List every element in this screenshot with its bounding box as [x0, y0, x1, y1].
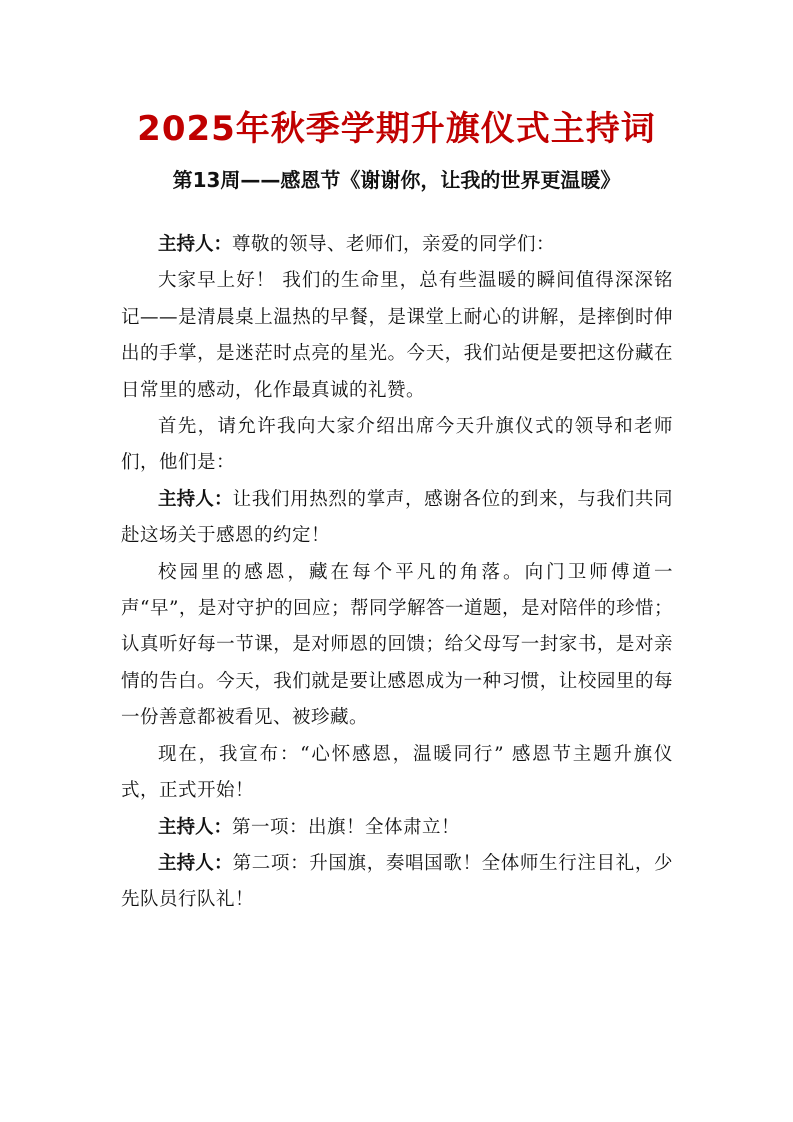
- paragraph: [121, 555, 673, 737]
- paragraph: [121, 810, 673, 846]
- paragraph: [121, 409, 673, 482]
- document-subtitle: 第13周——感恩节《谢谢你，让我的世界更温暖》: [172, 168, 621, 192]
- speaker-label: 主持人：: [158, 234, 233, 255]
- paragraph-text: 现在，我宣布：“心怀感恩，温暖同行” 感恩节主题升旗仪式，正式开始！: [121, 743, 673, 802]
- paragraph-text: 第一项：出旗！全体肃立！: [232, 816, 461, 838]
- paragraph-text: 让我们用热烈的掌声，感谢各位的到来，与我们共同赴这场关于感恩的约定！: [121, 488, 673, 547]
- paragraph: [121, 263, 673, 409]
- paragraph-text: 第二项：升国旗，奏唱国歌！全体师生行注目礼，少先队员行队礼！: [121, 852, 673, 911]
- document-title: 2025年秋季学期升旗仪式主持词: [137, 109, 656, 149]
- paragraph: [121, 737, 673, 810]
- paragraph: [121, 482, 673, 555]
- paragraph-text: 大家早上好！ 我们的生命里，总有些温暖的瞬间值得深深铭记——是清晨桌上温热的早餐，是课堂上耐心的讲解，是摔倒时伸出的手掌，是迷茫时点亮的星光。今天，我们站便是要把这份藏在日常里的感动，化作最真诚的礼赞。: [121, 270, 673, 401]
- paragraph: [121, 227, 673, 263]
- paragraph-text: 首先，请允许我向大家介绍出席今天升旗仪式的领导和老师们，他们是：: [121, 416, 673, 474]
- speaker-label: 主持人：: [158, 852, 233, 874]
- document-body: [121, 227, 673, 919]
- speaker-label: 主持人：: [158, 488, 233, 510]
- paragraph-text: 校园里的感恩，藏在每个平凡的角落。向门卫师傅道一声“早”，是对守护的回应；帮同学解答一道题，是对陪伴的珍惜；认真听好每一节课，是对师恩的回馈；给父母写一封家书，是对亲情的告白。今天，我们就是要让感恩成为一种习惯，让校园里的每一份善意都被看见、被珍藏。: [121, 561, 673, 729]
- paragraph: [121, 846, 673, 919]
- speaker-label: 主持人：: [158, 816, 233, 838]
- paragraph-text: 尊敬的领导、老师们，亲爱的同学们：: [232, 234, 556, 255]
